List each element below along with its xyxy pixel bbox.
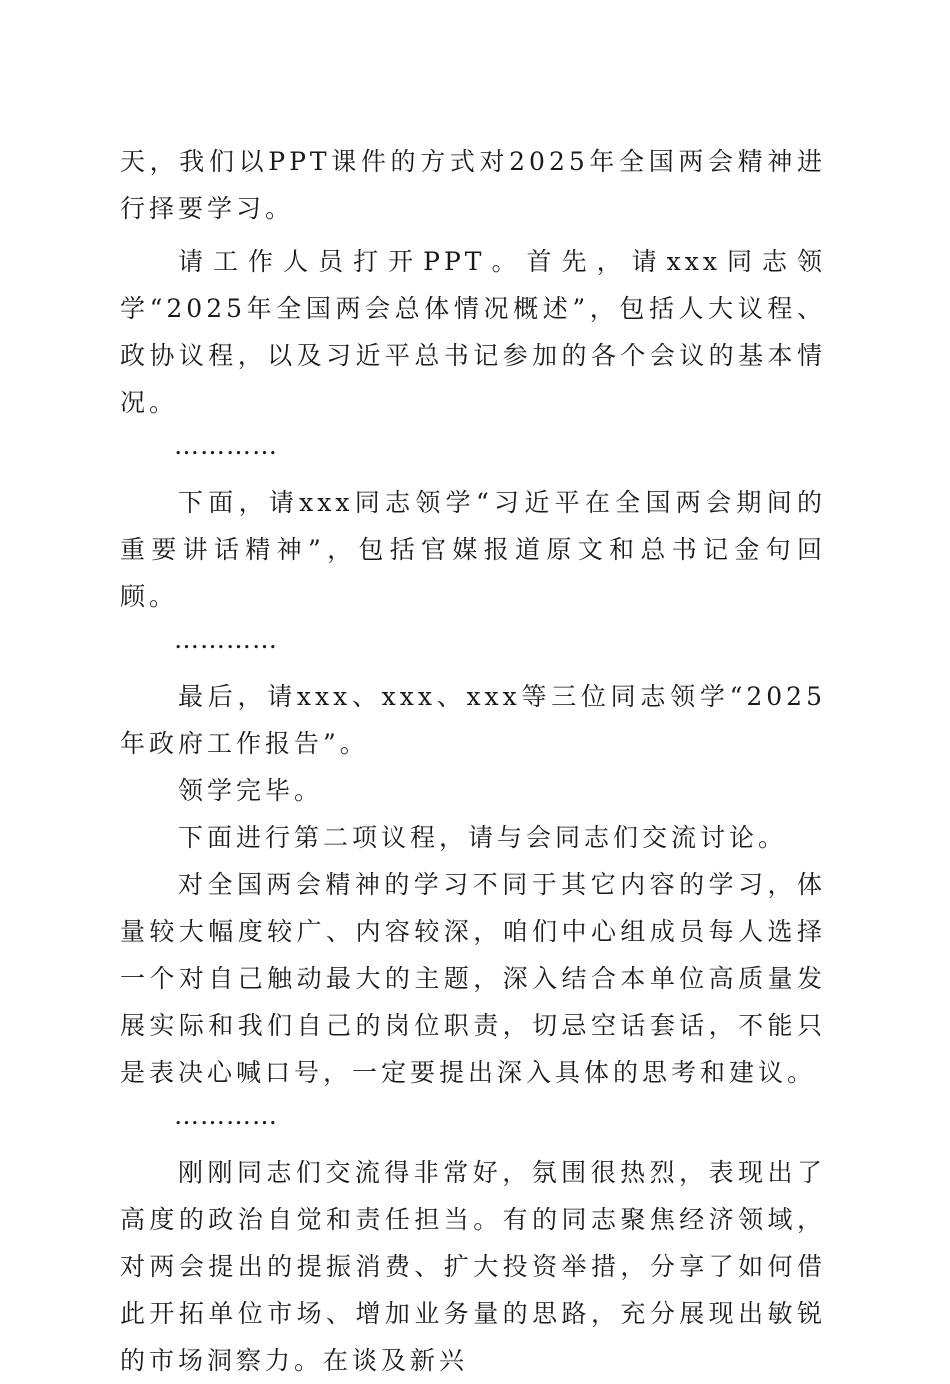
- ellipsis-separator: …………: [174, 431, 278, 460]
- paragraph-continuation: 天，我们以PPT课件的方式对2025年全国两会精神进行择要学习。: [120, 147, 826, 223]
- paragraph-summary: 刚刚同志们交流得非常好，氛围很热烈，表现出了高度的政治自觉和责任担当。有的同志聚焦经济领域，对两会提出的提振消费、扩大投资举措，分享了如何借此开拓单位市场、增加业务量的思路，充分展现出敏锐的市场洞察力。在谈及新兴: [120, 1158, 826, 1375]
- paragraph-speech-spirit: 下面，请xxx同志领学“习近平在全国两会期间的重要讲话精神”，包括官媒报道原文和总书记金句回顾。: [120, 488, 826, 611]
- paragraph-second-agenda: 下面进行第二项议程，请与会同志们交流讨论。: [178, 823, 788, 852]
- paragraph-gov-report: 最后，请xxx、xxx、xxx等三位同志领学“2025年政府工作报告”。: [120, 682, 826, 758]
- paragraph-study-complete: 领学完毕。: [178, 776, 324, 805]
- ellipsis-separator: …………: [174, 1101, 278, 1130]
- document-body: [120, 138, 826, 1384]
- ellipsis-separator: …………: [174, 625, 278, 654]
- paragraph-discussion-guidance: 对全国两会精神的学习不同于其它内容的学习，体量较大幅度较广、内容较深，咱们中心组成员每人选择一个对自己触动最大的主题，深入结合本单位高质量发展实际和我们自己的岗位职责，切忌空话套话，不能只是表决心喊口号，一定要提出深入具体的思考和建议。: [120, 870, 826, 1087]
- paragraph-open-ppt: 请工作人员打开PPT。首先，请xxx同志领学“2025年全国两会总体情况概述”，包括人大议程、政协议程，以及习近平总书记参加的各个会议的基本情况。: [120, 247, 826, 417]
